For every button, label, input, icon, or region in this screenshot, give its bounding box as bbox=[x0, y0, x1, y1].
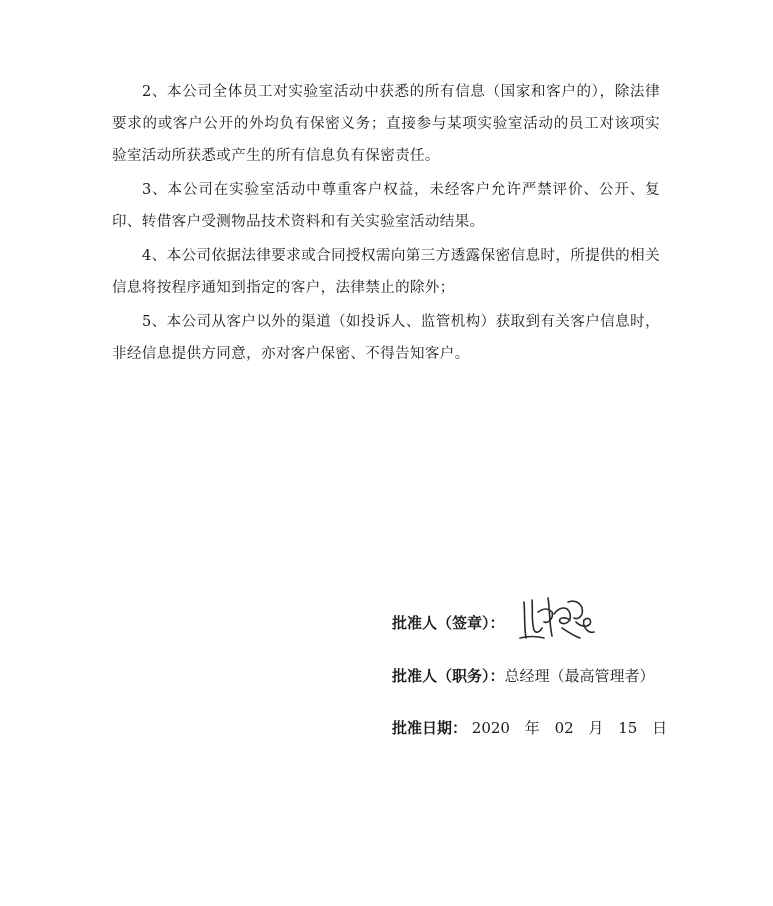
clause-5: 5、本公司从客户以外的渠道（如投诉人、监管机构）获取到有关客户信息时，非经信息提供方同意，亦对客户保密、不得告知客户。 bbox=[112, 314, 660, 362]
approver-position-label: 批准人（职务）： bbox=[392, 667, 505, 685]
approval-date-day: 15 bbox=[618, 719, 638, 737]
approval-date-year-unit: 年 bbox=[524, 719, 540, 737]
confidentiality-clauses bbox=[112, 76, 660, 372]
approver-position-row bbox=[392, 665, 732, 687]
approval-date-row bbox=[392, 717, 732, 739]
clause-4: 4、本公司依据法律要求或合同授权需向第三方透露保密信息时，所提供的相关信息将按程序通知到指定的客户，法律禁止的除外； bbox=[112, 248, 660, 296]
approval-date-label: 批准日期： bbox=[392, 719, 468, 737]
approval-date-day-unit: 日 bbox=[652, 719, 668, 737]
approval-date-year: 2020 bbox=[471, 719, 510, 737]
clause-2: 2、本公司全体员工对实验室活动中获悉的所有信息（国家和客户的），除法律要求的或客户公开的外均负有保密义务；直接参与某项实验室活动的员工对该项实验室活动所获悉或产生的所有信息负有保密责任。 bbox=[112, 84, 660, 164]
approver-position-value: 总经理（最高管理者） bbox=[504, 667, 655, 685]
approver-signature-label: 批准人（签章）： bbox=[392, 614, 505, 632]
approval-date-month: 02 bbox=[554, 719, 574, 737]
clause-3: 3、本公司在实验室活动中尊重客户权益，未经客户允许严禁评价、公开、复印、转借客户受测物品技术资料和有关实验室活动结果。 bbox=[112, 182, 660, 230]
approval-date-month-unit: 月 bbox=[588, 719, 604, 737]
handwritten-signature bbox=[518, 592, 598, 644]
